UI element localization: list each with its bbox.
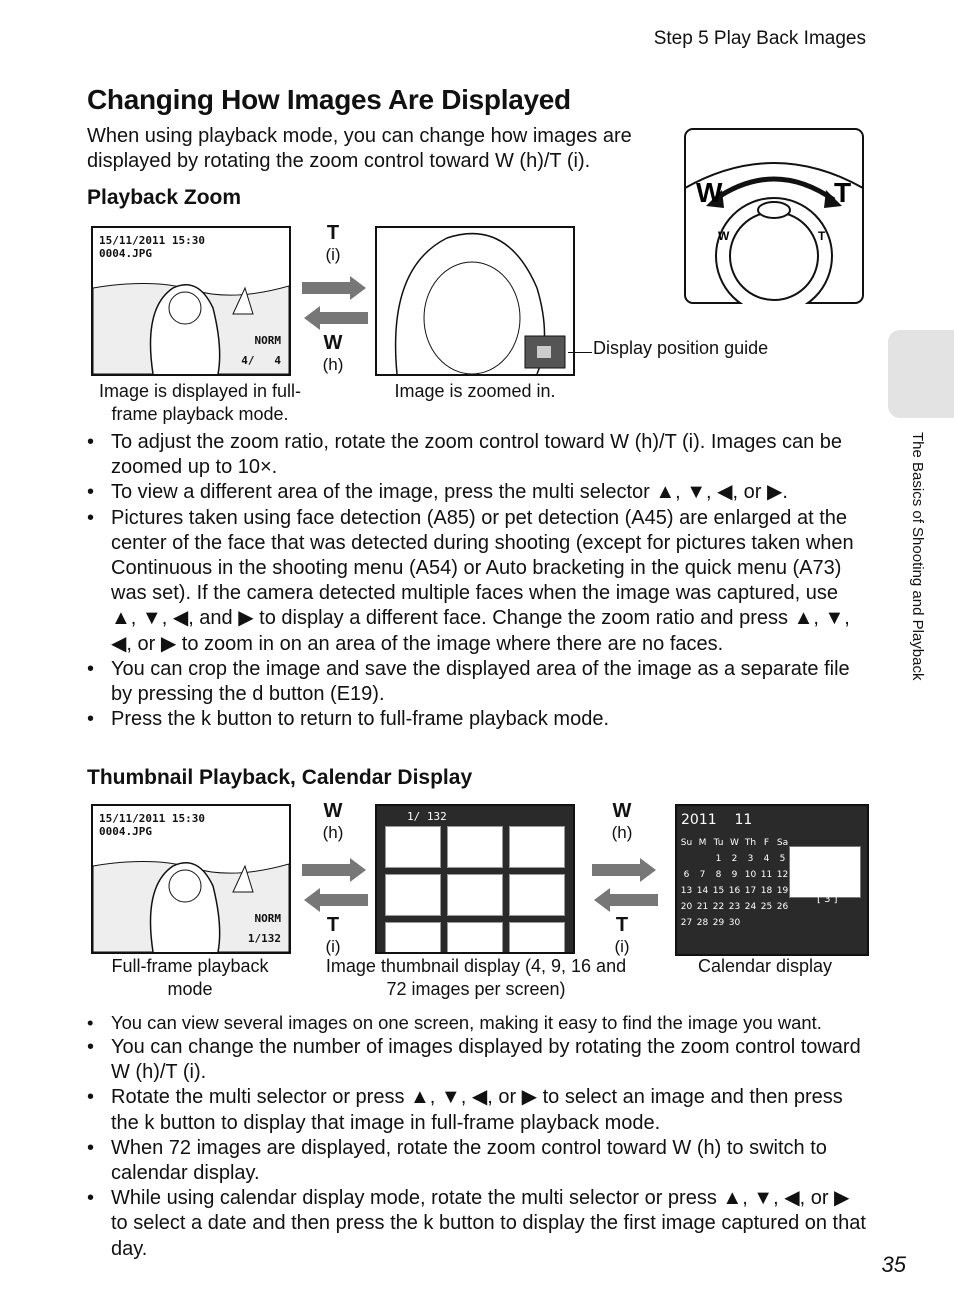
calendar-day[interactable]: 12	[776, 870, 789, 880]
calendar-day[interactable]: 22	[712, 902, 725, 912]
calendar-screen	[675, 804, 869, 956]
calendar-day[interactable]: 14	[696, 886, 709, 896]
calendar-day[interactable]: 27	[680, 918, 693, 928]
svg-text:W: W	[696, 177, 723, 208]
calendar-day[interactable]: 13	[680, 886, 693, 896]
list-item: • You can change the number of images displayed by rotating the zoom control toward W (h)/T (i).	[87, 1035, 867, 1085]
calendar-day[interactable]: 23	[728, 902, 741, 912]
thumb-counter: 1/ 132	[407, 810, 447, 823]
thumbnail-grid	[385, 826, 565, 954]
calendar-day	[743, 916, 758, 931]
thumbnail[interactable]	[385, 922, 441, 954]
calendar-weekday: F	[763, 838, 770, 848]
section-header: Step 5 Play Back Images	[653, 28, 866, 49]
calendar-day[interactable]: 21	[696, 902, 709, 912]
thumbnail[interactable]	[509, 826, 565, 868]
svg-text:T: T	[818, 229, 826, 243]
calendar-day[interactable]: 19	[776, 886, 789, 896]
thumbnail[interactable]	[385, 826, 441, 868]
osd-counter: 4/ 4	[241, 354, 281, 367]
playback-zoom-bullets	[87, 430, 867, 732]
caption-thumbnail: Image thumbnail display (4, 9, 16 and 72 images per screen)	[325, 956, 627, 999]
calendar-day[interactable]: 15	[712, 886, 725, 896]
list-item: • To view a different area of the image, press the multi selector ▲, ▼, ◀, or ▶.	[87, 480, 867, 505]
calendar-day[interactable]: 3	[747, 854, 754, 864]
calendar-day	[679, 852, 694, 867]
zoom-control-illustration	[684, 128, 864, 304]
svg-text:T: T	[834, 177, 852, 208]
list-item: • Pictures taken using face detection (A85) or pet detection (A45) are enlarged at the center of the face that was detected during shooting (except for pictures taken when Continuous in the shooting menu (A54) or Auto bracketing in the quick menu (A73) was set). If the camera detected multiple faces when the image was captured, use ▲, ▼, ◀, and ▶ to display a different face. Change the zoom ratio and press ▲, ▼, ◀, or ▶ to zoom in on an area of the image where there are no faces.	[87, 506, 867, 657]
list-item: • When 72 images are displayed, rotate the zoom control toward W (h) to switch to calendar display.	[87, 1136, 867, 1186]
thumbnail[interactable]	[385, 874, 441, 916]
calendar-day[interactable]: 24	[744, 902, 757, 912]
osd-date: 15/11/2011 15:30	[99, 812, 205, 825]
list-item: • Rotate the multi selector or press ▲, ▼, ◀, or ▶ to select an image and then press the k button to display that image in full-frame playback mode.	[87, 1085, 867, 1135]
cal-arrows	[592, 858, 658, 912]
calendar-grid	[679, 836, 790, 931]
thumbnail-bullets-first	[87, 1010, 867, 1035]
thumbnail[interactable]	[509, 922, 565, 954]
calendar-day	[695, 852, 710, 867]
calendar-weekday: M	[698, 838, 707, 848]
calendar-year-month: 2011 11	[681, 812, 753, 828]
calendar-day[interactable]: 11	[760, 870, 773, 880]
calendar-day[interactable]: 8	[715, 870, 722, 880]
cal-w-label: W (h)	[611, 800, 633, 842]
page-number: 35	[881, 1252, 906, 1277]
playback-zoom-heading: Playback Zoom	[87, 186, 242, 209]
osd-filename: 0004.JPG	[99, 825, 152, 838]
page-title: Changing How Images Are Displayed	[87, 84, 571, 115]
list-item: • To adjust the zoom ratio, rotate the zoom control toward W (h)/T (i). Images can be zoomed up to 10×.	[87, 430, 867, 480]
thumbnail[interactable]	[509, 874, 565, 916]
calendar-day	[759, 916, 774, 931]
calendar-day[interactable]: 16	[728, 886, 741, 896]
thumbnail[interactable]	[447, 874, 503, 916]
zoomed-in-screen	[375, 226, 575, 376]
thumb-w-label: W (h)	[322, 800, 344, 842]
calendar-weekday: W	[730, 838, 739, 848]
thumb-arrows	[302, 858, 368, 912]
chapter-tab	[888, 330, 954, 418]
calendar-day[interactable]: 17	[744, 886, 757, 896]
osd-date: 15/11/2011 15:30	[99, 234, 205, 247]
zoom-t-label: T (i)	[325, 222, 341, 264]
thumbnail-heading: Thumbnail Playback, Calendar Display	[87, 766, 473, 789]
display-position-guide-label: Display position guide	[593, 338, 769, 358]
calendar-weekday: Sa	[776, 838, 789, 848]
calendar-day[interactable]: 30	[728, 918, 741, 928]
caption-full-frame: Image is displayed in full-frame playback mode.	[98, 381, 302, 424]
calendar-day[interactable]: 25	[760, 902, 773, 912]
calendar-day[interactable]: 18	[760, 886, 773, 896]
osd-counter: 1/132	[247, 932, 281, 945]
calendar-day[interactable]: 6	[683, 870, 690, 880]
zoom-arrows	[302, 276, 368, 330]
calendar-day[interactable]: 9	[731, 870, 738, 880]
calendar-day[interactable]: 5	[779, 854, 786, 864]
calendar-day[interactable]: 2	[731, 854, 738, 864]
list-item: • While using calendar display mode, rotate the multi selector or press ▲, ▼, ◀, or ▶ to select a date and then press the k button to display the first image captured on that day.	[87, 1186, 867, 1262]
chapter-side-label: The Basics of Shooting and Playback	[909, 432, 926, 681]
thumbnail[interactable]	[447, 922, 503, 954]
thumbnail[interactable]	[447, 826, 503, 868]
thumbnail-bullets	[87, 1035, 867, 1262]
calendar-day[interactable]: 29	[712, 918, 725, 928]
calendar-day[interactable]: 26	[776, 902, 789, 912]
calendar-weekday: Th	[744, 838, 757, 848]
guide-leader-line	[568, 352, 592, 353]
full-frame-screen	[91, 226, 291, 376]
list-item: • You can crop the image and save the displayed area of the image as a separate file by pressing the d button (E19).	[87, 657, 867, 707]
calendar-day	[775, 916, 790, 931]
cal-t-label: T (i)	[614, 914, 630, 956]
osd-quality: NORM	[254, 334, 281, 347]
calendar-day[interactable]: 7	[699, 870, 706, 880]
full-frame-screen-2	[91, 804, 291, 954]
list-item: • Press the k button to return to full-frame playback mode.	[87, 707, 867, 732]
list-item: • You can view several images on one screen, making it easy to find the image you want.	[87, 1010, 867, 1035]
calendar-day[interactable]: 10	[744, 870, 757, 880]
calendar-day[interactable]: 28	[696, 918, 709, 928]
caption-full-frame-2: Full-frame playback mode	[111, 956, 269, 999]
calendar-day[interactable]: 4	[763, 854, 770, 864]
zoomed-face-image	[377, 228, 573, 374]
svg-text:W: W	[718, 229, 730, 243]
osd-quality: NORM	[254, 912, 281, 925]
calendar-day[interactable]: 20	[680, 902, 693, 912]
calendar-weekday: Tu	[713, 838, 724, 848]
intro-text: When using playback mode, you can change how images are displayed by rotating the zoom control toward W (h)/T (i).	[87, 125, 632, 172]
thumb-t-label: T (i)	[325, 914, 341, 956]
caption-zoomed: Image is zoomed in.	[394, 381, 556, 401]
osd-filename: 0004.JPG	[99, 247, 152, 260]
calendar-weekday: Su	[680, 838, 693, 848]
calendar-count: [ 3 ]	[817, 894, 838, 905]
caption-calendar: Calendar display	[697, 956, 833, 976]
zoom-w-label: W (h)	[322, 332, 344, 374]
calendar-preview-image	[789, 846, 861, 898]
calendar-day[interactable]: 1	[715, 854, 722, 864]
thumbnail-screen	[375, 804, 575, 954]
